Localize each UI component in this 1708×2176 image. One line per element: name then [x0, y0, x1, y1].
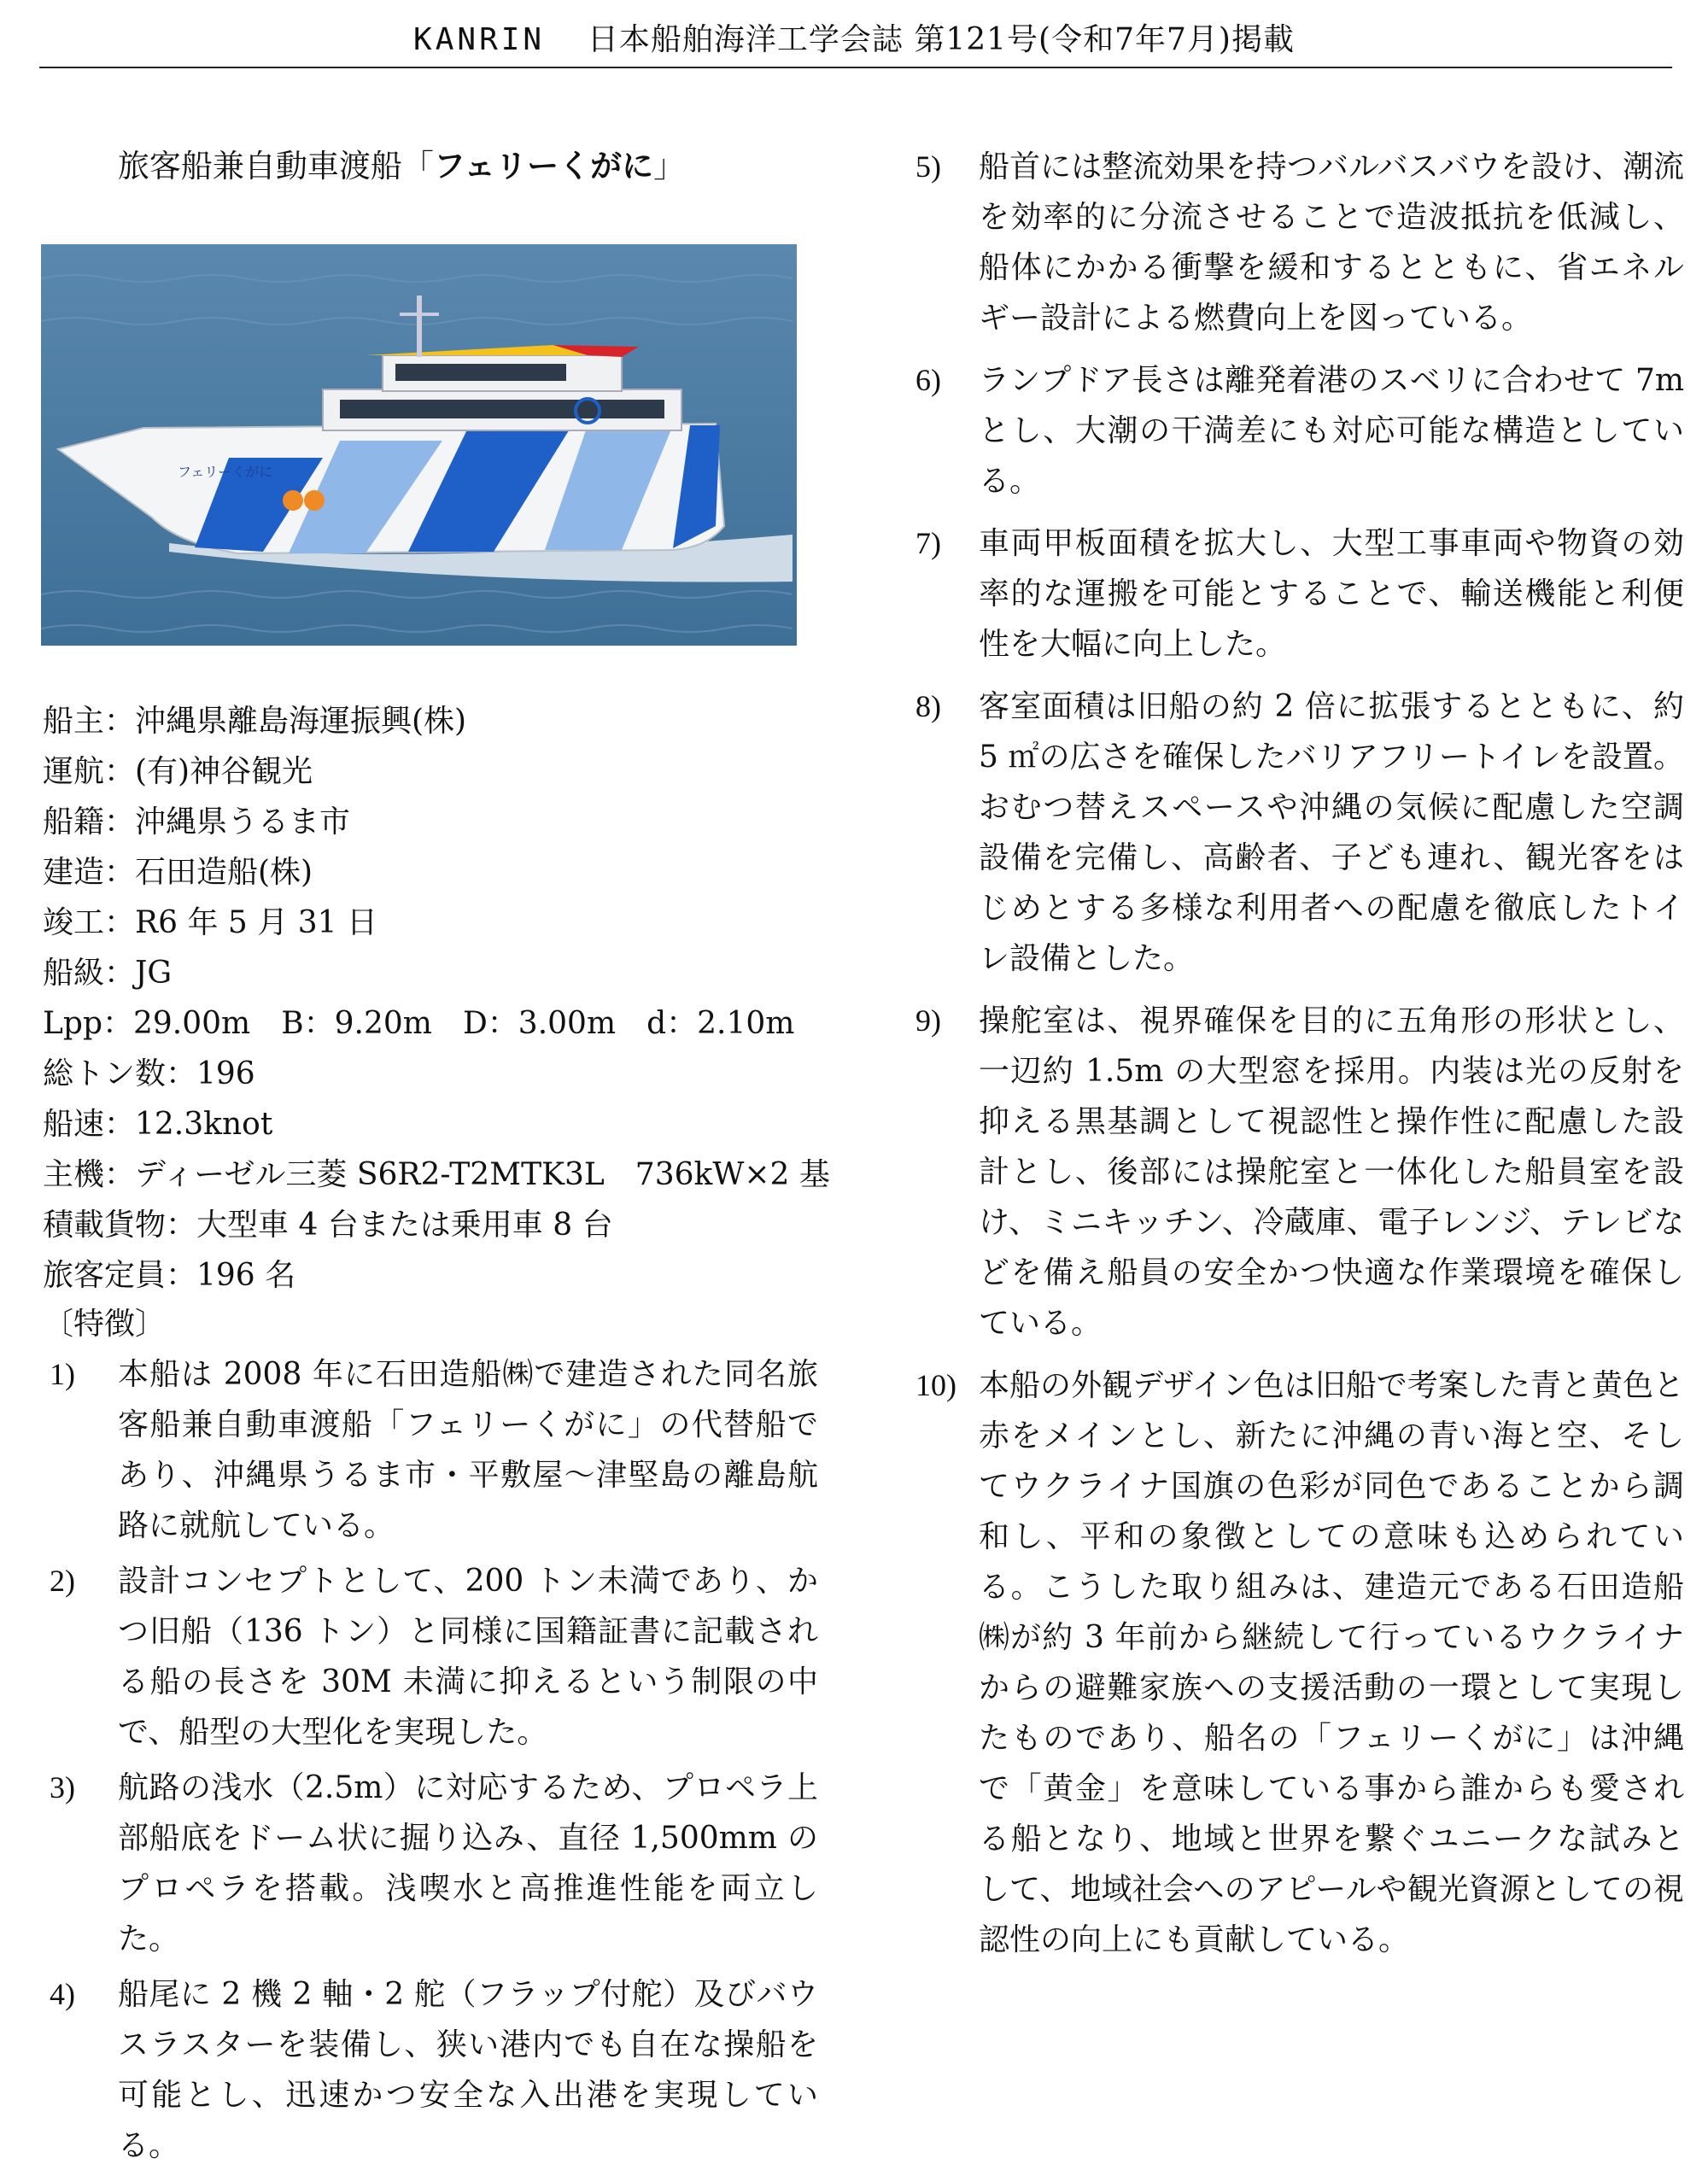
feature-text: 船首には整流効果を持つバルバスバウを設け、潮流を効率的に分流させることで造波抵抗を低減し、船体にかかる衝撃を緩和するとともに、省エネルギー設計による燃費向上を図っている。 [979, 149, 1684, 336]
feature-number: 8) [915, 689, 941, 723]
feature-text: ランプドア長さは離発着港のスベリに合わせて 7m とし、大潮の干満差にも対応可能な構造としている。 [979, 363, 1684, 499]
ship-name: フェリーくがに [433, 148, 654, 184]
ship-illustration [41, 244, 797, 646]
feature-text: 本船は 2008 年に石田造船㈱で建造された同名旅客船兼自動車渡船「フェリーくがに」の代替船であり、沖縄県うるま市・平敷屋～津堅島の離島航路に就航している。 [118, 1357, 818, 1543]
feature-number: 2) [50, 1564, 75, 1598]
spec-line: 主機：ディーゼル三菱 S6R2-T2MTK3L 736kW×2 基 [43, 1157, 830, 1192]
feature-item [915, 1360, 1684, 1965]
header-rule [39, 67, 1672, 68]
feature-item [915, 355, 1684, 506]
features-left [50, 1349, 818, 2176]
feature-item [50, 1763, 818, 1964]
journal-header [0, 15, 1708, 59]
spec-line: 竣工：R6 年 5 月 31 日 [43, 905, 377, 940]
feature-text: 設計コンセプトとして、200 トン未満であり、かつ旧船（136 トン）と同様に国籍証書に記載される船の長さを 30M 未満に抑えるという制限の中で、船型の大型化を実現した。 [118, 1564, 818, 1750]
feature-number: 3) [50, 1770, 75, 1805]
features-heading: 〔特徴〕 [43, 1307, 167, 1342]
feature-number: 9) [915, 1003, 941, 1038]
mast [417, 295, 422, 357]
ship-photo [41, 244, 797, 646]
feature-text: 操舵室は、視界確保を目的に五角形の形状とし、一辺約 1.5m の大型窓を採用。内装は光の反射を抑える黒基調として視認性と操作性に配慮した設計とし、後部には操舵室と一体化した船員室を設け、ミニキッチン、冷蔵庫、電子レンジ、テレビなどを備え船員の安全かつ快適な作業環境を確保している。 [979, 1003, 1684, 1341]
feature-number: 1) [50, 1357, 75, 1391]
mascot-icon [283, 490, 303, 511]
title-suffix: 」 [653, 148, 686, 184]
hull-name: フェリーくがに [178, 464, 273, 480]
feature-item [915, 996, 1684, 1348]
cabin-windows [340, 400, 664, 418]
spec-line: 船主：沖縄県離島海運振興(株) [43, 704, 467, 739]
feature-text: 客室面積は旧船の約 2 倍に拡張するとともに、約 5 ㎡の広さを確保したバリアフリートイレを設置。おむつ替えスペースや沖縄の気候に配慮した空調設備を完備し、高齢者、子ども連れ、観光客をはじめとする多様な利用者への配慮を徹底したトイレ設備とした。 [979, 689, 1684, 976]
feature-number: 4) [50, 1977, 75, 2011]
spec-line: 総トン数：196 [43, 1056, 255, 1091]
spec-line: 船籍：沖縄県うるま市 [43, 804, 351, 839]
article-title [0, 128, 803, 205]
bridge-windows [395, 364, 566, 381]
left-column [43, 128, 811, 205]
feature-item [50, 1556, 818, 1758]
feature-item [50, 1349, 818, 1551]
journal-issue: 日本船舶海洋工学会誌 第121号(令和7年7月)掲載 [587, 22, 1295, 57]
mascot-icon [304, 490, 325, 511]
feature-item [50, 1969, 818, 2171]
feature-number: 10) [915, 1368, 956, 1402]
feature-number: 5) [915, 149, 941, 184]
spec-line: 船速：12.3knot [43, 1107, 273, 1142]
spec-line: 旅客定員：196 名 [43, 1258, 296, 1293]
feature-text: 車両甲板面積を拡大し、大型工事車両や物資の効率的な運搬を可能とすることで、輸送機能と利便性を大幅に向上した。 [979, 526, 1684, 662]
feature-text: 船尾に 2 機 2 軸・2 舵（フラップ付舵）及びバウスラスターを装備し、狭い港内でも自在な操船を可能とし、迅速かつ安全な入出港を実現している。 [118, 1977, 818, 2163]
spec-line: Lpp：29.00m B：9.20m D：3.00m d：2.10m [43, 1006, 795, 1041]
spec-line: 積載貨物：大型車 4 台または乗用車 8 台 [43, 1208, 613, 1243]
spec-line: 船級：JG [43, 956, 173, 991]
spec-line: 運航：(有)神谷観光 [43, 754, 313, 789]
mast-arm [400, 313, 439, 316]
feature-item [915, 681, 1684, 984]
spec-line: 建造：石田造船(株) [43, 855, 313, 890]
title-prefix: 旅客船兼自動車渡船「 [117, 148, 434, 184]
feature-number: 7) [915, 526, 941, 560]
features-right [915, 142, 1684, 1977]
feature-item [915, 518, 1684, 670]
spec-list [43, 696, 830, 1348]
feature-text: 本船の外観デザイン色は旧船で考案した青と黄色と赤をメインとし、新たに沖縄の青い海と空、そしてウクライナ国旗の色彩が同色であることから調和し、平和の象徴としての意味も込められている。こうした取り組みは、建造元である石田造船㈱が約 3 年前から継続して行っているウクライナからの避難家族への支援活動の一環として実現したものであり、船名の「フェリーくがに」は沖縄で「黄金」を意味している事から誰からも愛される船となり、地域と世界を繋ぐユニークな試みとして、地域社会へのアピールや観光資源としての視認性の向上にも貢献している。 [979, 1368, 1684, 1957]
feature-number: 6) [915, 363, 941, 397]
journal-latin: KANRIN [413, 22, 546, 57]
feature-text: 航路の浅水（2.5m）に対応するため、プロペラ上部船底をドーム状に掘り込み、直径 1,500mm のプロペラを搭載。浅喫水と高推進性能を両立した。 [118, 1770, 818, 1957]
feature-item [915, 142, 1684, 343]
